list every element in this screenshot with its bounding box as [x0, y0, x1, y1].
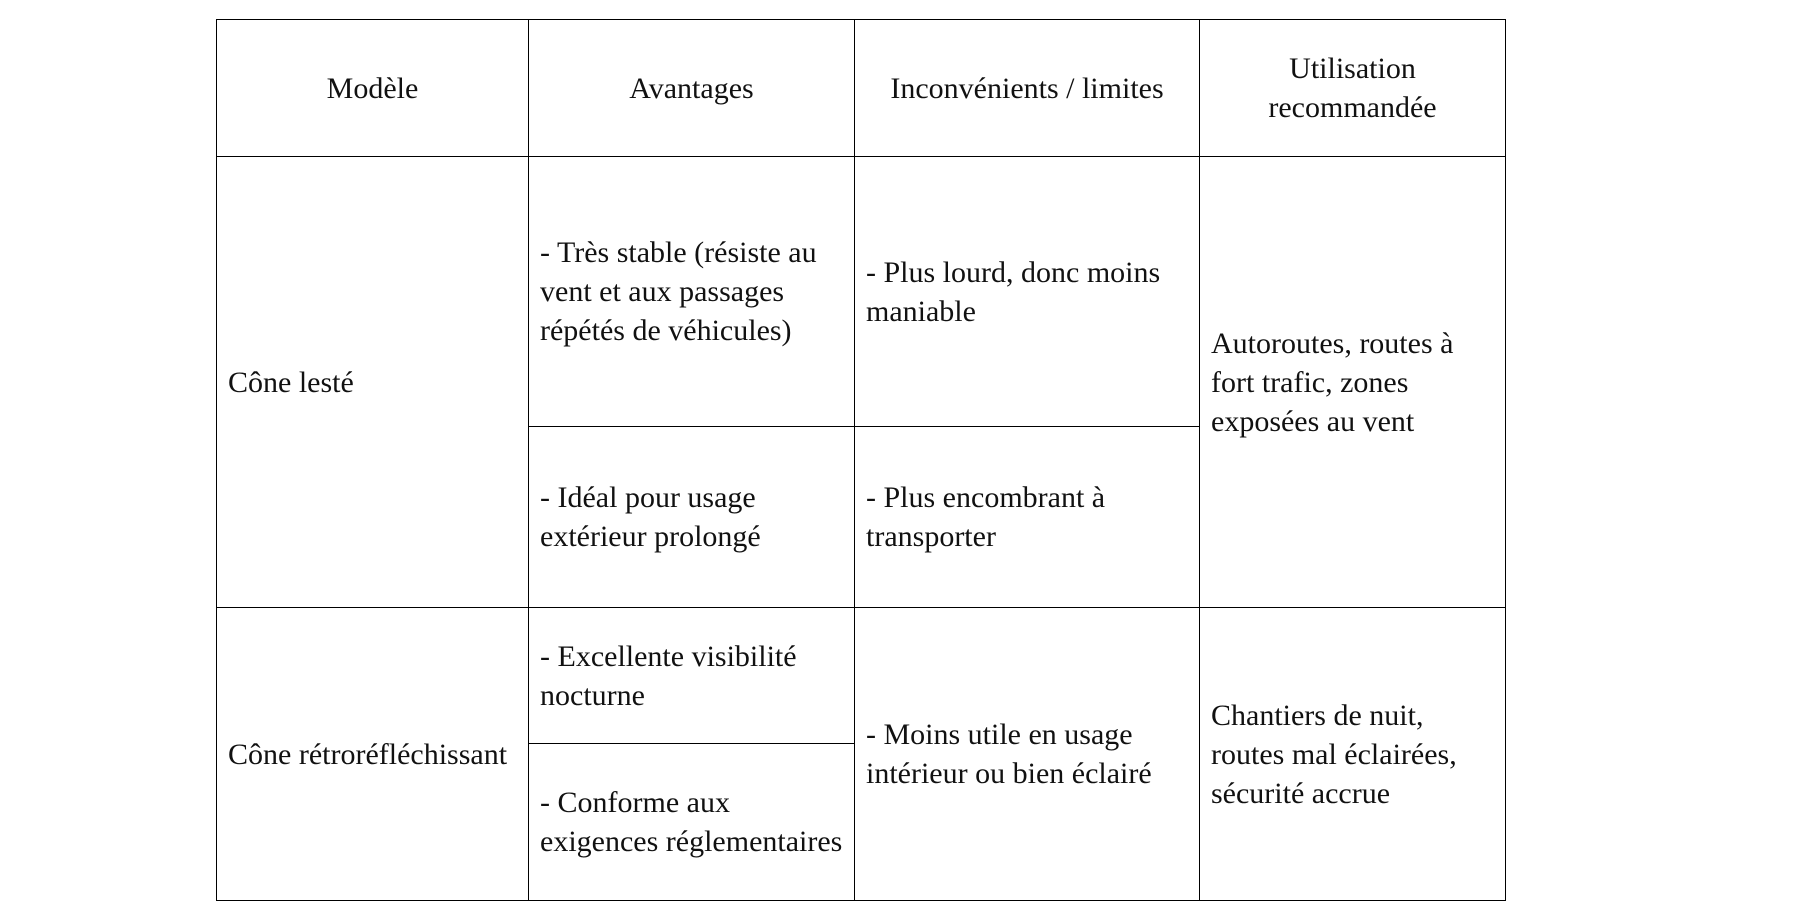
drawback-cell: - Moins utile en usage intérieur ou bien éclairé: [855, 608, 1200, 901]
table-row: [217, 157, 1506, 427]
advantage-cell: - Idéal pour usage extérieur prolongé: [529, 427, 855, 608]
comparison-table: [216, 19, 1506, 901]
drawback-cell: - Plus encombrant à transporter: [855, 427, 1200, 608]
usage-cell: Chantiers de nuit, routes mal éclairées, sécurité accrue: [1200, 608, 1506, 901]
header-model: Modèle: [217, 20, 529, 157]
header-advantages: Avantages: [529, 20, 855, 157]
drawback-cell: - Plus lourd, donc moins maniable: [855, 157, 1200, 427]
header-row: [217, 20, 1506, 157]
advantage-cell: - Très stable (résiste au vent et aux passages répétés de véhicules): [529, 157, 855, 427]
usage-cell: Autoroutes, routes à fort trafic, zones exposées au vent: [1200, 157, 1506, 608]
model-cell: Cône lesté: [217, 157, 529, 608]
table-row: [217, 608, 1506, 744]
header-drawbacks: Inconvénients / limites: [855, 20, 1200, 157]
model-cell: Cône rétroréfléchissant: [217, 608, 529, 901]
advantage-cell: - Excellente visibilité nocturne: [529, 608, 855, 744]
advantage-cell: - Conforme aux exigences réglementaires: [529, 744, 855, 901]
header-usage: Utilisation recommandée: [1200, 20, 1506, 157]
